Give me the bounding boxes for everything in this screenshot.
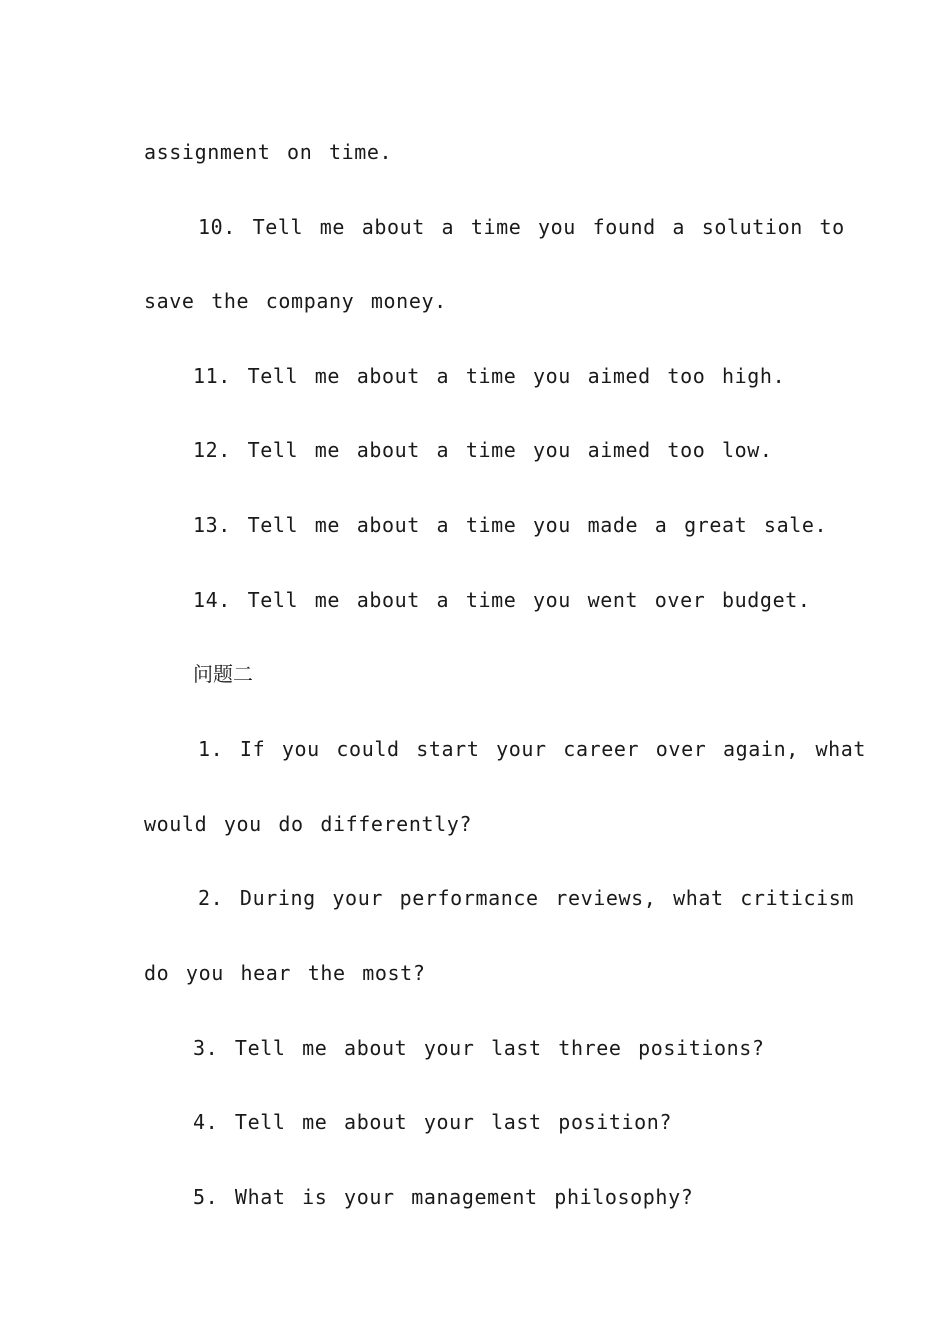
question-4: 4. Tell me about your last position? [193, 1110, 673, 1134]
question-1-line-1: 1. If you could start your career over again, what [198, 737, 867, 761]
question-12: 12. Tell me about a time you aimed too low. [193, 438, 773, 462]
text-line-continuation: assignment on time. [144, 140, 393, 164]
question-1-line-2: would you do differently? [144, 812, 473, 836]
question-2-line-2: do you hear the most? [144, 961, 426, 985]
question-5: 5. What is your management philosophy? [193, 1185, 694, 1209]
question-10-line-1: 10. Tell me about a time you found a solution to [198, 215, 845, 239]
question-13: 13. Tell me about a time you made a great sale. [193, 513, 828, 537]
question-14: 14. Tell me about a time you went over budget. [193, 588, 811, 612]
section-heading: 问题二 [193, 662, 253, 686]
question-2-line-1: 2. During your performance reviews, what criticism [198, 886, 855, 910]
question-11: 11. Tell me about a time you aimed too high. [193, 364, 786, 388]
question-3: 3. Tell me about your last three positions? [193, 1036, 765, 1060]
question-10-line-2: save the company money. [144, 289, 447, 313]
